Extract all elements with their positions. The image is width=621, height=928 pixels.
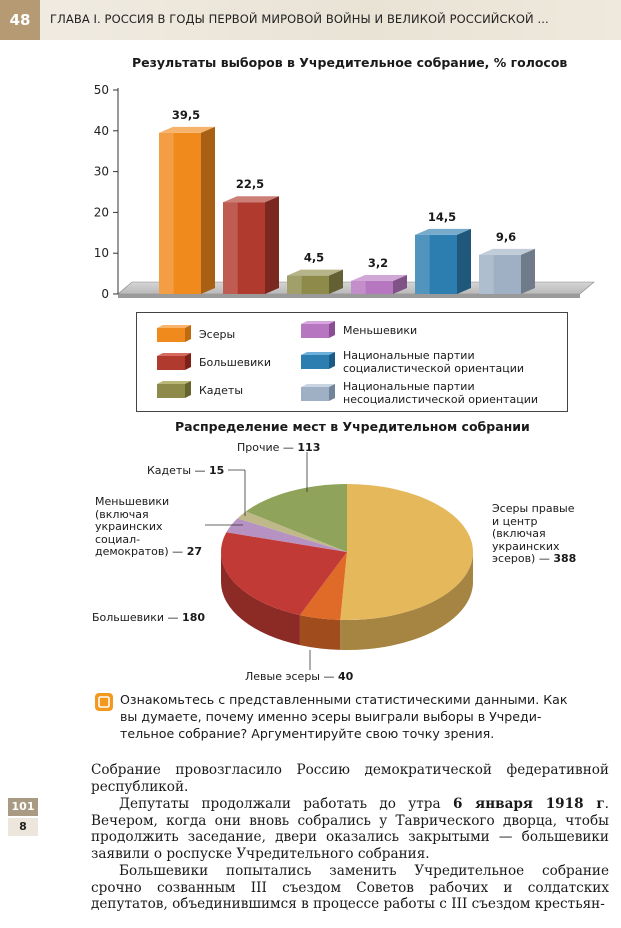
- bar: [159, 127, 215, 294]
- paragraph-1: Собрание провозгласило Россию демократической федеративной республикой.: [91, 762, 609, 795]
- legend-label-national-nonsocialist: Национальные партии несоциалистической ориентации: [343, 380, 538, 406]
- bar-chart-floor-edge: [118, 294, 580, 298]
- bar-highlight: [223, 202, 238, 294]
- paragraph-3: Большевики попытались заменить Учредительное собрание срочно созванным III съездом Советов рабочих и солдатских депутатов, объединившимся в процессе работы с III съездом крестьян-: [91, 863, 609, 913]
- y-tick-label: 0: [101, 287, 109, 301]
- y-tick-label: 40: [93, 123, 109, 138]
- bar-chart: [94, 83, 594, 301]
- bar-side: [265, 196, 279, 294]
- legend-label-kadety: Кадеты: [199, 384, 244, 397]
- bar-value-label: 14,5: [427, 209, 457, 224]
- pie-slice-side: [300, 615, 340, 650]
- y-tick-label: 20: [93, 205, 109, 220]
- chapter-title: ГЛАВА I. РОССИЯ В ГОДЫ ПЕРВОЙ МИРОВОЙ ВОЙНЫ И ВЕЛИКОЙ РОССИЙСКОЙ ...: [50, 12, 549, 26]
- legend-label-national-socialist: Национальные партии социалистической ориентации: [343, 349, 525, 375]
- bar-value-label: 9,6: [495, 229, 517, 244]
- legend-label-esery: Эсеры: [199, 328, 236, 341]
- bar: [415, 229, 471, 294]
- pie-label-right-sr: Эсеры правые и центр (включая украинских эсеров) — 388: [492, 502, 577, 565]
- pie-label-kadets: Кадеты — 15: [147, 464, 225, 477]
- bar: [479, 249, 535, 294]
- bar-highlight: [159, 133, 174, 294]
- bar-value-label: 39,5: [171, 107, 201, 122]
- bar: [223, 196, 279, 294]
- paragraph-2: Депутаты продолжали работать до утра 6 января 1918 г. Вечером, когда они вновь собрались у Таврического дворца, чтобы продолжить заседание, двери оказались закрытыми — большевики заявили о роспуске Учредительного собрания.: [91, 796, 609, 862]
- bar-highlight: [415, 235, 430, 294]
- pie-label-bolsheviks: Большевики — 180: [92, 611, 206, 624]
- pie-label-left-sr: Левые эсеры — 40: [245, 670, 354, 683]
- bar-side: [521, 249, 535, 294]
- bar-side: [201, 127, 215, 294]
- pie-chart-title: Распределение мест в Учредительном собрании: [175, 419, 530, 434]
- legend-label-mensheviki: Меньшевики: [343, 324, 418, 337]
- bar-chart-title: Результаты выборов в Учредительное собрание, % голосов: [132, 55, 568, 70]
- page-number: 48: [0, 0, 40, 40]
- bar-side: [457, 229, 471, 294]
- y-tick-label: 10: [93, 246, 109, 261]
- bar: [287, 270, 343, 294]
- bar-value-label: 3,2: [367, 255, 389, 270]
- task-question: Ознакомьтесь с представленными статистическими данными. Как вы думаете, почему именно эсеры выиграли выборы в Учреди- тельное собрание? Аргументируйте свою точку зрения.: [120, 692, 568, 741]
- bar: [351, 275, 407, 294]
- side-badge-page: 101: [8, 798, 38, 816]
- side-badge-paragraph: 8: [8, 818, 38, 836]
- legend-label-bolsheviki: Большевики: [199, 356, 272, 369]
- bar-highlight: [479, 255, 494, 294]
- pie-label-mensheviks: Меньшевики (включая украинских социал- демократов) — 27: [95, 495, 202, 558]
- bar-value-label: 4,5: [303, 250, 325, 265]
- bar-value-label: 22,5: [235, 177, 265, 192]
- bar-chart-legend: [136, 312, 568, 412]
- pie-label-other: Прочие — 113: [237, 441, 321, 454]
- y-tick-label: 50: [93, 83, 109, 97]
- bar-highlight: [351, 281, 366, 294]
- task-icon: [95, 693, 113, 711]
- pie-chart: [205, 452, 473, 670]
- bar-highlight: [287, 276, 302, 294]
- y-tick-label: 30: [93, 164, 109, 179]
